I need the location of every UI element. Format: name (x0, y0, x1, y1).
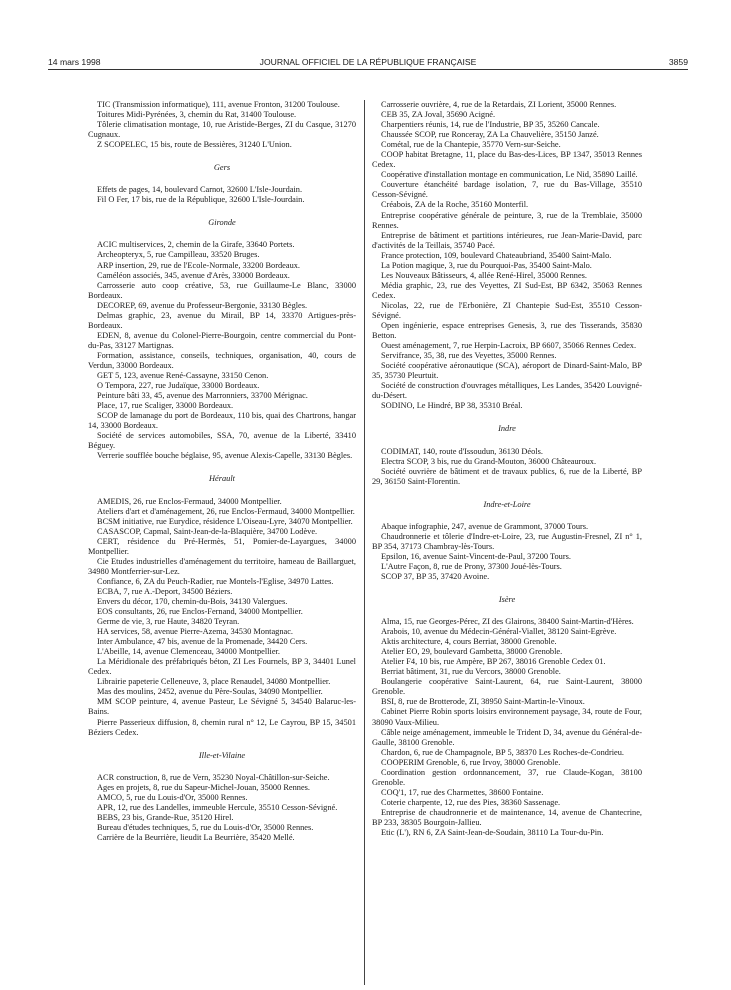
listing-entry: BSI, 8, rue de Brotterode, ZI, 38950 Saint-Martin-le-Vinoux. (381, 697, 585, 707)
listing-entry: Aktis architecture, 4, cours Berriat, 38000 Grenoble. (381, 637, 557, 647)
department-heading: Gironde (208, 218, 236, 228)
listing-entry: Entreprise coopérative générale de peinture, 3, rue de la Tremblaie, 35000 Rennes. (372, 210, 642, 230)
listing-entry: Société de construction d'ouvrages métalliques, Les Landes, 35420 Louvigné-du-Désert. (372, 381, 642, 401)
listing-entry: Carrière de la Beurrière, lieudit La Beurrière, 35420 Mellé. (97, 832, 295, 842)
header-page-number: 3859 (668, 57, 688, 67)
listing-entry: Charpentiers réunis, 14, rue de l'Industrie, BP 35, 35260 Cancale. (381, 120, 600, 130)
header-title: JOURNAL OFFICIEL DE LA RÉPUBLIQUE FRANÇAISE (259, 57, 477, 67)
listing-entry: EDEN, 8, avenue du Colonel-Pierre-Bourgoin, centre commercial du Pont-du-Pas, 33127 Martignas. (88, 330, 356, 350)
department-heading: Hérault (209, 474, 235, 484)
listing-entry: Germe de vie, 3, rue Haute, 34820 Teyran. (97, 617, 240, 627)
department-heading: Indre-et-Loire (483, 499, 531, 509)
listing-entry: Cométal, rue de la Chantepie, 35770 Vern-sur-Seiche. (381, 140, 561, 150)
listing-entry: SCOP de lamanage du port de Bordeaux, 110 bis, quai des Chartrons, hangar 14, 33000 Bordeaux. (88, 411, 356, 431)
listing-entry: Etic (L'), RN 6, ZA Saint-Jean-de-Soudain, 38110 La Tour-du-Pin. (381, 828, 604, 838)
column-divider (364, 100, 365, 985)
listing-entry: Cabinet Pierre Robin sports loisirs environnement paysage, 34, route de Four, 38090 Vaux-Milieu. (372, 707, 642, 727)
listing-entry: Place, 17, rue Scaliger, 33000 Bordeaux. (97, 401, 234, 411)
listing-entry: Société coopérative aéronautique (SCA), aéroport de Dinard-Saint-Malo, BP 35, 35730 Pleurtuit. (372, 361, 642, 381)
department-heading: Indre (498, 424, 516, 434)
listing-entry: Archeopteryx, 5, rue Campilleau, 33520 Bruges. (97, 250, 260, 260)
listing-entry: Servifrance, 35, 38, rue des Veyettes, 35000 Rennes. (381, 351, 557, 361)
listing-entry: BCSM initiative, rue Eurydice, résidence L'Oiseau-Lyre, 34070 Montpellier. (97, 516, 353, 526)
listing-entry: GET 5, 123, avenue René-Cassayne, 33150 Cenon. (97, 371, 269, 381)
listing-entry: Verrerie soufflée bouche béglaise, 95, avenue Alexis-Capelle, 33130 Bègles. (97, 451, 353, 461)
listing-entry: AMCO, 5, rue du Louis-d'Or, 35000 Rennes. (97, 792, 248, 802)
listing-entry: EOS consultants, 26, rue Enclos-Fernand, 34000 Montpellier. (97, 607, 303, 617)
department-heading: Isère (498, 595, 516, 605)
listing-entry: CERT, résidence du Pré-Hermès, 51, Pomier-de-Layargues, 34000 Montpellier. (88, 536, 356, 556)
listing-entry: Alma, 15, rue Georges-Pérec, ZI des Glairons, 38400 Saint-Martin-d'Hères. (381, 617, 634, 627)
listing-entry: Ouest aménagement, 7, rue Herpin-Lacroix, BP 6607, 35066 Rennes Cedex. (381, 341, 637, 351)
listing-entry: Coterie charpente, 12, rue des Pies, 38360 Sassenage. (381, 797, 561, 807)
listing-entry: Chaudronnerie et tôlerie d'Indre-et-Loire, 23, rue Augustin-Fresnel, ZI n° 1, BP 354, 37173 Chambray-lès-Tours. (372, 531, 642, 551)
listing-entry: Coordination gestion ordonnancement, 37, rue Claude-Kogan, 38100 Grenoble. (372, 767, 642, 787)
listing-entry: Média graphic, 23, rue des Veyettes, ZI Sud-Est, BP 6342, 35063 Rennes Cedex. (372, 280, 642, 300)
header-date: 14 mars 1998 (48, 57, 101, 67)
listing-entry: Arabois, 10, avenue du Médecin-Général-Viallet, 38120 Saint-Egrève. (381, 627, 617, 637)
listing-entry: L'Autre Façon, 8, rue de Prony, 37300 Joué-lès-Tours. (381, 561, 562, 571)
listing-entry: Entreprise de bâtiment et partitions intérieures, rue Jean-Marie-David, parc d'activités de la Teillais, 35740 Pacé. (372, 230, 642, 250)
listing-entry: CEB 35, ZA Joval, 35690 Acigné. (381, 110, 496, 120)
listing-entry: BEBS, 23 bis, Grande-Rue, 35120 Hirel. (97, 812, 234, 822)
listing-entry: TIC (Transmission informatique), 111, avenue Fronton, 31200 Toulouse. (97, 100, 340, 109)
listing-entry: AMEDIS, 26, rue Enclos-Fermaud, 34000 Montpellier. (97, 496, 282, 506)
listing-entry: Cie Etudes industrielles d'aménagement du territoire, hameau de Baillarguet, 34980 Montferrier-sur-Lez. (88, 556, 356, 576)
listing-entry: Toitures Midi-Pyrénées, 3, chemin du Rat, 31400 Toulouse. (97, 110, 297, 120)
listing-entry: CASASCOP, Capmal, Saint-Jean-de-la-Blaquière, 34700 Lodève. (97, 526, 318, 536)
right-column (372, 100, 642, 838)
listing-entry: Entreprise de chaudronnerie et de maintenance, 14, avenue de Chantecrine, BP 233, 38305 Bourgoin-Jallieu. (372, 807, 642, 827)
listing-entry: DECOREP, 69, avenue du Professeur-Bergonie, 33130 Bègles. (97, 300, 308, 310)
listing-entry: Coopérative d'installation montage en communication, Le Nid, 35890 Laillé. (381, 170, 638, 180)
listing-entry: Open ingénierie, espace entreprises Genesis, 3, rue des Tisserands, 35830 Betton. (372, 321, 642, 341)
listing-entry: Ages en projets, 8, rue du Sapeur-Michel-Jouan, 35000 Rennes. (97, 782, 311, 792)
listing-entry: CODIMAT, 140, route d'Issoudun, 36130 Déols. (381, 446, 543, 456)
department-heading: Ille-et-Vilaine (198, 750, 246, 760)
left-column (88, 100, 356, 843)
listing-entry: Chaussée SCOP, rue Ronceray, ZA La Chauvelière, 35150 Janzé. (381, 130, 599, 140)
listing-entry: SODINO, Le Hindré, BP 38, 35310 Bréal. (381, 401, 523, 411)
listing-entry: Tôlerie climatisation montage, 10, rue Aristide-Berges, ZI du Casque, 31270 Cugnaux. (88, 120, 356, 140)
listing-entry: Câble neige aménagement, immeuble le Trident D, 34, avenue du Général-de-Gaulle, 38100 Grenoble. (372, 727, 642, 747)
listing-entry: SCOP 37, BP 35, 37420 Avoine. (381, 571, 490, 581)
listing-entry: Nicolas, 22, rue de l'Erbonière, ZI Chantepie Sud-Est, 35510 Cesson-Sévigné. (372, 300, 642, 320)
listing-entry: Inter Ambulance, 47 bis, avenue de la Promenade, 34420 Cers. (97, 637, 308, 647)
listing-entry: L'Abeille, 14, avenue Clemenceau, 34000 Montpellier. (97, 647, 280, 657)
listing-entry: Effets de pages, 14, boulevard Carnot, 32600 L'Isle-Jourdain. (97, 185, 303, 195)
listing-entry: HA services, 58, avenue Pierre-Azema, 34530 Montagnac. (97, 627, 294, 637)
listing-entry: ACR construction, 8, rue de Vern, 35230 Noyal-Châtillon-sur-Seiche. (97, 772, 330, 782)
listing-entry: Les Nouveaux Bâtisseurs, 4, allée René-Hirel, 35000 Rennes. (381, 270, 587, 280)
listing-entry: Peinture bâti 33, 45, avenue des Marronniers, 33700 Mérignac. (97, 391, 308, 401)
listing-entry: COQ'1, 17, rue des Charmettes, 38600 Fontaine. (381, 787, 544, 797)
listing-entry: Pierre Passerieux diffusion, 8, chemin rural n° 12, Le Cayrou, BP 15, 34501 Béziers Cedex. (88, 717, 356, 737)
listing-entry: COOPERIM Grenoble, 6, rue Irvoy, 38000 Grenoble. (381, 757, 561, 767)
listing-entry: Delmas graphic, 23, avenue du Mirail, BP 14, 33370 Artigues-près-Bordeaux. (88, 310, 356, 330)
listing-entry: Abaque infographie, 247, avenue de Grammont, 37000 Tours. (381, 521, 589, 531)
listing-entry: ECBA, 7, rue A.-Deport, 34500 Béziers. (97, 586, 233, 596)
listing-entry: Atelier F4, 10 bis, rue Ampère, BP 267, 38016 Grenoble Cedex 01. (381, 657, 606, 667)
listing-entry: Z SCOPELEC, 15 bis, route de Bessières, 31240 L'Union. (97, 140, 292, 150)
listing-entry: Bureau d'études techniques, 5, rue du Louis-d'Or, 35000 Rennes. (97, 822, 314, 832)
listing-entry: Fil O Fer, 17 bis, rue de la République, 32600 L'Isle-Jourdain. (97, 195, 305, 205)
listing-entry: ACIC multiservices, 2, chemin de la Girafe, 33640 Portets. (97, 240, 295, 250)
listing-entry: Epsilon, 16, avenue Saint-Vincent-de-Paul, 37200 Tours. (381, 551, 571, 561)
listing-entry: Société ouvrière de bâtiment et de travaux publics, 6, rue de la Liberté, BP 29, 36150 Saint-Florentin. (372, 466, 642, 486)
listing-entry: Ateliers d'art et d'aménagement, 26, rue Enclos-Fermaud, 34000 Montpellier. (97, 506, 355, 516)
listing-entry: La Potion magique, 3, rue du Pourquoi-Pas, 35400 Saint-Malo. (381, 260, 592, 270)
listing-entry: Carrosserie ouvrière, 4, rue de la Retardais, ZI Lorient, 35000 Rennes. (381, 100, 617, 109)
listing-entry: COOP habitat Bretagne, 11, place du Bas-des-Lices, BP 1347, 35013 Rennes Cedex. (372, 150, 642, 170)
listing-entry: Electra SCOP, 3 bis, rue du Grand-Mouton, 36000 Châteauroux. (381, 456, 597, 466)
listing-entry: Créabois, ZA de la Roche, 35160 Monterfil. (381, 200, 529, 210)
listing-entry: Chardon, 6, rue de Champagnole, BP 5, 38370 Les Roches-de-Condrieu. (381, 747, 625, 757)
listing-entry: La Méridionale des préfabriqués béton, ZI Les Fournels, BP 3, 34401 Lunel Cedex. (88, 657, 356, 677)
listing-entry: Formation, assistance, conseils, techniques, organisation, 40, cours de Verdun, 33000 Bordeaux. (88, 350, 356, 370)
listing-entry: Berriat bâtiment, 31, rue du Vercors, 38000 Grenoble. (381, 667, 561, 677)
listing-entry: Société de services automobiles, SSA, 70, avenue de la Liberté, 33410 Béguey. (88, 431, 356, 451)
department-heading: Gers (213, 163, 231, 173)
listing-entry: Couverture étanchéité bardage isolation, 7, rue du Bas-Village, 35510 Cesson-Sévigné. (372, 180, 642, 200)
listing-entry: Caméléon associés, 345, avenue d'Arès, 33000 Bordeaux. (97, 270, 290, 280)
listing-entry: Carrosserie auto coop créative, 53, rue Guillaume-Le Blanc, 33000 Bordeaux. (88, 280, 356, 300)
listing-entry: APR, 12, rue des Landelles, immeuble Hercule, 35510 Cesson-Sévigné. (97, 802, 338, 812)
listing-entry: MM SCOP peinture, 4, avenue Pasteur, Le Sévigné 5, 34540 Balaruc-les-Bains. (88, 697, 356, 717)
header-rule (48, 69, 688, 70)
listing-entry: Mas des moulins, 2452, avenue du Père-Soulas, 34090 Montpellier. (97, 687, 323, 697)
listing-entry: ARP insertion, 29, rue de l'Ecole-Normale, 33200 Bordeaux. (97, 260, 301, 270)
listing-entry: Confiance, 6, ZA du Peuch-Radier, rue Montels-l'Eglise, 34970 Lattes. (97, 576, 334, 586)
listing-entry: Librairie papeterie Celleneuve, 3, place Renaudel, 34080 Montpellier. (97, 677, 331, 687)
listing-entry: Boulangerie coopérative Saint-Laurent, 64, rue Saint-Laurent, 38000 Grenoble. (372, 677, 642, 697)
listing-entry: O Tempora, 227, rue Judaïque, 33000 Bordeaux. (97, 381, 260, 391)
listing-entry: Atelier EO, 29, boulevard Gambetta, 38000 Grenoble. (381, 647, 563, 657)
listing-entry: Envers du décor, 170, chemin-du-Bois, 34130 Valergues. (97, 596, 288, 606)
listing-entry: France protection, 109, boulevard Chateaubriand, 35400 Saint-Malo. (381, 250, 612, 260)
